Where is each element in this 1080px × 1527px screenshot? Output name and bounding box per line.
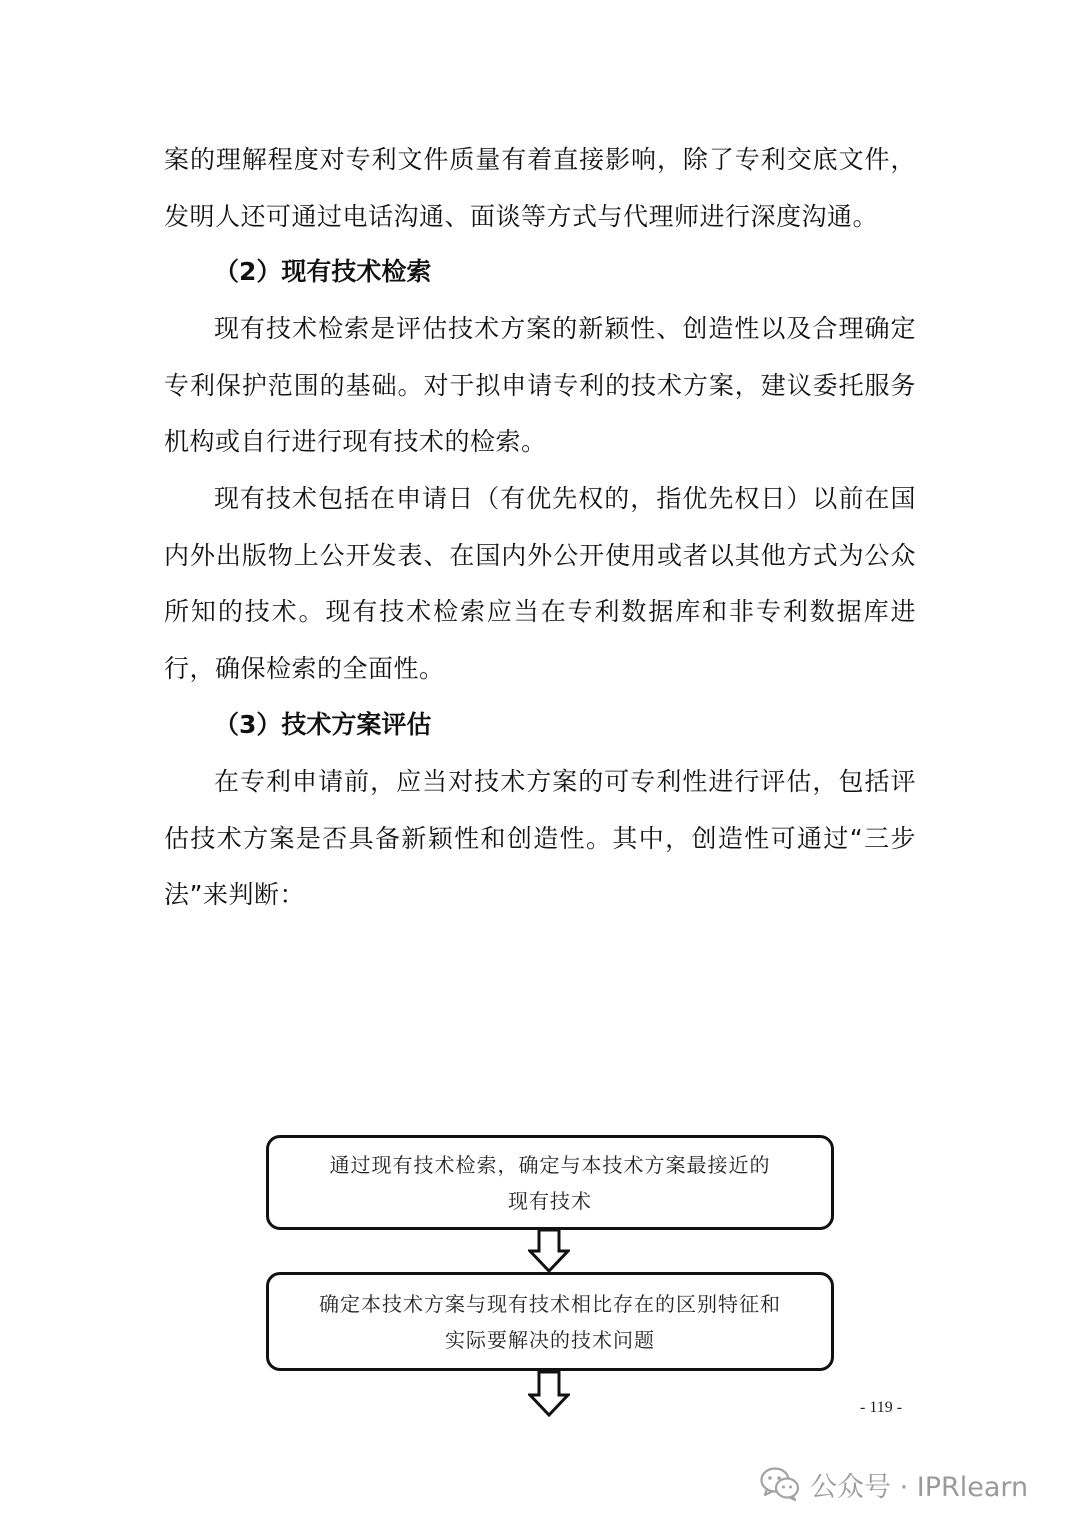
down-arrow-icon [528,1229,570,1273]
down-arrow-icon [528,1371,570,1417]
flowchart-step-1-line-2: 现有技术 [508,1188,592,1213]
section-heading-prior-art-search: （2）现有技术检索 [214,257,432,286]
paragraph-patentability-evaluation: 在专利申请前，应当对技术方案的可专利性进行评估，包括评估技术方案是否具备新颖性和创造性。其中，创造性可通过“三步法”来判断： [164,767,916,909]
wechat-icon [760,1466,800,1502]
paragraph-continuation: 案的理解程度对专利文件质量有着直接影响，除了专利交底文件，发明人还可通过电话沟通、面谈等方式与代理师进行深度沟通。 [164,145,916,231]
paragraph-prior-art-search-purpose: 现有技术检索是评估技术方案的新颖性、创造性以及合理确定专利保护范围的基础。对于拟申请专利的技术方案，建议委托服务机构或自行进行现有技术的检索。 [164,314,916,456]
page-number: - 119 - [860,1399,903,1416]
flowchart-step-1 [266,1135,834,1230]
watermark-text: 公众号 · IPRlearn [810,1471,1029,1503]
section-heading-technical-evaluation: （3）技术方案评估 [214,710,432,739]
flowchart-step-2-line-1: 确定本技术方案与现有技术相比存在的区别特征和 [319,1291,781,1316]
flowchart-step-2 [266,1272,834,1371]
paragraph-prior-art-definition: 现有技术包括在申请日（有优先权的，指优先权日）以前在国内外出版物上公开发表、在国内外公开使用或者以其他方式为公众所知的技术。现有技术检索应当在专利数据库和非专利数据库进行，确保检索的全面性。 [164,484,916,683]
watermark [760,1462,1028,1506]
flowchart-step-2-line-2: 实际要解决的技术问题 [445,1327,655,1352]
flowchart-step-1-line-1: 通过现有技术检索，确定与本技术方案最接近的 [329,1152,771,1177]
